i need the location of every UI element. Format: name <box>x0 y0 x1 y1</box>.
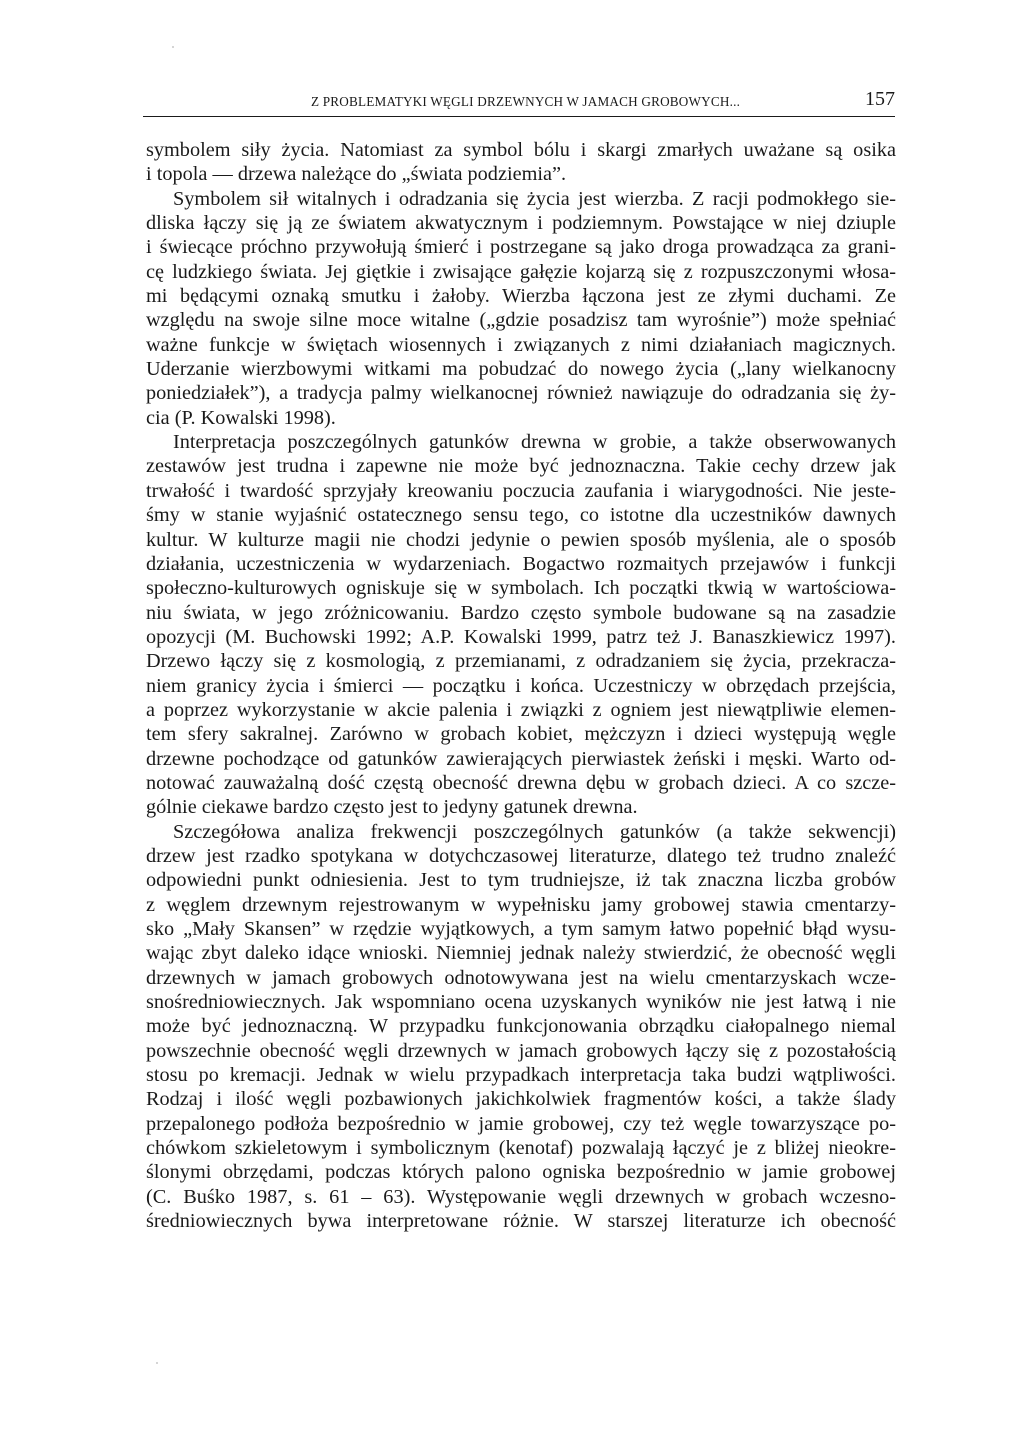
text-line: społeczno-kulturowych ogniskuje się w symbolach. Ich początki tkwią w wartościowa- <box>146 577 896 600</box>
text-line: cę ludzkiego świata. Jej giętkie i zwisające gałęzie kojarzą się z rozpuszczonymi włosa- <box>146 260 896 283</box>
text-line: poniedziałek”), a tradycja palmy wielkanocnej również nawiązuje do odradzania się ży- <box>146 382 896 405</box>
text-line: Szczegółowa analiza frekwencji poszczególnych gatunków (a także sekwencji) <box>173 820 896 843</box>
text-line: ślonymi obrzędami, podczas których palono ogniska bezpośrednio w jamie grobowej <box>146 1161 896 1184</box>
running-header <box>143 86 895 117</box>
text-line: śmy w stanie wyjaśnić ostatecznego sensu tego, co istotne dla uczestników dawnych <box>146 504 896 527</box>
body-text <box>146 138 896 1258</box>
text-line: ważne funkcje w świętach wiosennych i związanych z nimi działaniach magicznych. <box>146 333 896 356</box>
text-line: notować zauważalną dość częstą obecność drewna dębu w grobach dzieci. A co szcze- <box>146 771 896 794</box>
scan-speck <box>172 46 174 48</box>
text-line: chówkom szkieletowym i symbolicznym (kenotaf) pozwalają łączyć je z bliżej nieokre- <box>146 1137 896 1160</box>
text-line: wając zbyt daleko idące wnioski. Niemniej jednak należy stwierdzić, że obecność węgli <box>146 942 896 965</box>
text-line: cia (P. Kowalski 1998). <box>146 406 336 429</box>
text-line: względu na swoje silne moce witalne („gdzie posadzisz tam wyrośnie”) może spełniać <box>146 309 896 332</box>
text-line: tem sfery sakralnej. Zarówno w grobach kobiet, mężczyzn i dzieci występują węgle <box>146 723 896 746</box>
text-line: Drzewo łączy się z kosmologią, z przemianami, z odradzaniem się życia, przekracza- <box>146 650 896 673</box>
text-line: snośredniowiecznych. Jak wspomniano ocena uzyskanych wyników nie jest łatwą i nie <box>146 991 896 1014</box>
text-line: drzewnych w jamach grobowych odnotowywana jest na wielu cmentarzyskach wcze- <box>146 966 896 989</box>
text-line: z węglem drzewnym rejestrowanym w wypełnisku jamy grobowej stawia cmentarzy- <box>146 893 896 916</box>
text-line: symbolem siły życia. Natomiast za symbol bólu i skargi zmarłych uważane są osika <box>146 139 896 161</box>
running-title: Z PROBLEMATYKI WĘGLI DRZEWNYCH W JAMACH GROBOWYCH... <box>311 94 741 109</box>
text-line: odpowiedni punkt odniesienia. Jest to tym trudniejsze, iż tak znaczna liczba grobów <box>146 869 896 892</box>
text-line: Symbolem sił witalnych i odradzania się życia jest wierzba. Z racji podmokłego sie- <box>173 187 896 210</box>
text-line: powszechnie obecność węgli drzewnych w jamach grobowych łączy się z pozostałością <box>146 1039 896 1062</box>
text-line: opozycji (M. Buchowski 1992; A.P. Kowalski 1999, patrz też J. Banaszkiewicz 1997). <box>146 625 896 648</box>
text-line: stosu po kremacji. Jednak w wielu przypadkach interpretacja taka budzi wątpliwości. <box>146 1064 896 1087</box>
text-line: przepalonego podłoża bezpośrednio w jamie grobowej, czy też węgle towarzyszące po- <box>146 1112 896 1135</box>
text-line: średniowiecznych bywa interpretowane różnie. W starszej literaturze ich obecność <box>146 1210 896 1233</box>
text-line: Interpretacja poszczególnych gatunków drewna w grobie, a także obserwowanych <box>173 431 896 454</box>
text-line: sko „Mały Skansen” w rzędzie wyjątkowych, a tym samym łatwo popełnić błąd wysu- <box>146 918 896 940</box>
text-line <box>146 1233 896 1257</box>
text-line: gólnie ciekawe bardzo często jest to jedyny gatunek drewna. <box>146 796 638 819</box>
text-line: Rodzaj i ilość węgli pozbawionych jakichkolwiek fragmentów kości, a także ślady <box>146 1088 896 1111</box>
text-line: Uderzanie wierzbowymi witkami ma pobudzać do nowego życia („lany wielkanocny <box>146 358 896 381</box>
text-line: może być jednoznaczną. W przypadku funkcjonowania obrządku ciałopalnego niemal <box>146 1015 896 1038</box>
text-line: a poprzez wykorzystanie w akcie palenia i związki z ogniem jest niewątpliwie elemen- <box>146 698 896 721</box>
text-line: i świecące próchno przywołują śmierć i postrzegane są jako droga prowadząca za grani- <box>146 236 896 259</box>
text-line: mi będącymi oznaką smutku i żałoby. Wierzba łączona jest ze złymi duchami. Ze <box>146 285 896 308</box>
page-number: 157 <box>865 88 895 110</box>
text-line: trwałość i twardość sprzyjały kreowaniu poczucia zaufania i wiarygodności. Nie jeste- <box>146 479 896 502</box>
text-line: drzew jest rzadko spotykana w dotychczasowej literaturze, dlatego też trudno znaleźć <box>146 844 896 867</box>
text-line: dliska łączy się ją ze światem akwatycznym i podziemnym. Powstające w niej dziuple <box>146 212 896 235</box>
text-line: działania, uczestniczenia w wydarzeniach. Bogactwo rozmaitych przejawów i funkcji <box>146 552 896 575</box>
text-line: (C. Buśko 1987, s. 61 – 63). Występowanie węgli drzewnych w grobach wczesno- <box>146 1185 896 1208</box>
text-line: zestawów jest trudna i zapewne nie może być jednoznaczna. Takie cechy drzew jak <box>146 455 896 478</box>
text-line: i topola — drzewa należące do „świata podziemia”. <box>146 163 567 186</box>
text-line: niu świata, w jego zróżnicowaniu. Bardzo często symbole budowane są na zasadzie <box>146 601 896 624</box>
text-line: kultur. W kulturze magii nie chodzi jedynie o pewien sposób myślenia, ale o sposób <box>146 528 896 551</box>
scan-speck <box>156 1362 158 1364</box>
text-line: niem granicy życia i śmierci — początku i końca. Uczestniczy w obrzędach przejścia, <box>146 674 896 697</box>
text-line: drzewne pochodzące od gatunków zawierających pierwiastek żeński i męski. Warto od- <box>146 747 896 770</box>
